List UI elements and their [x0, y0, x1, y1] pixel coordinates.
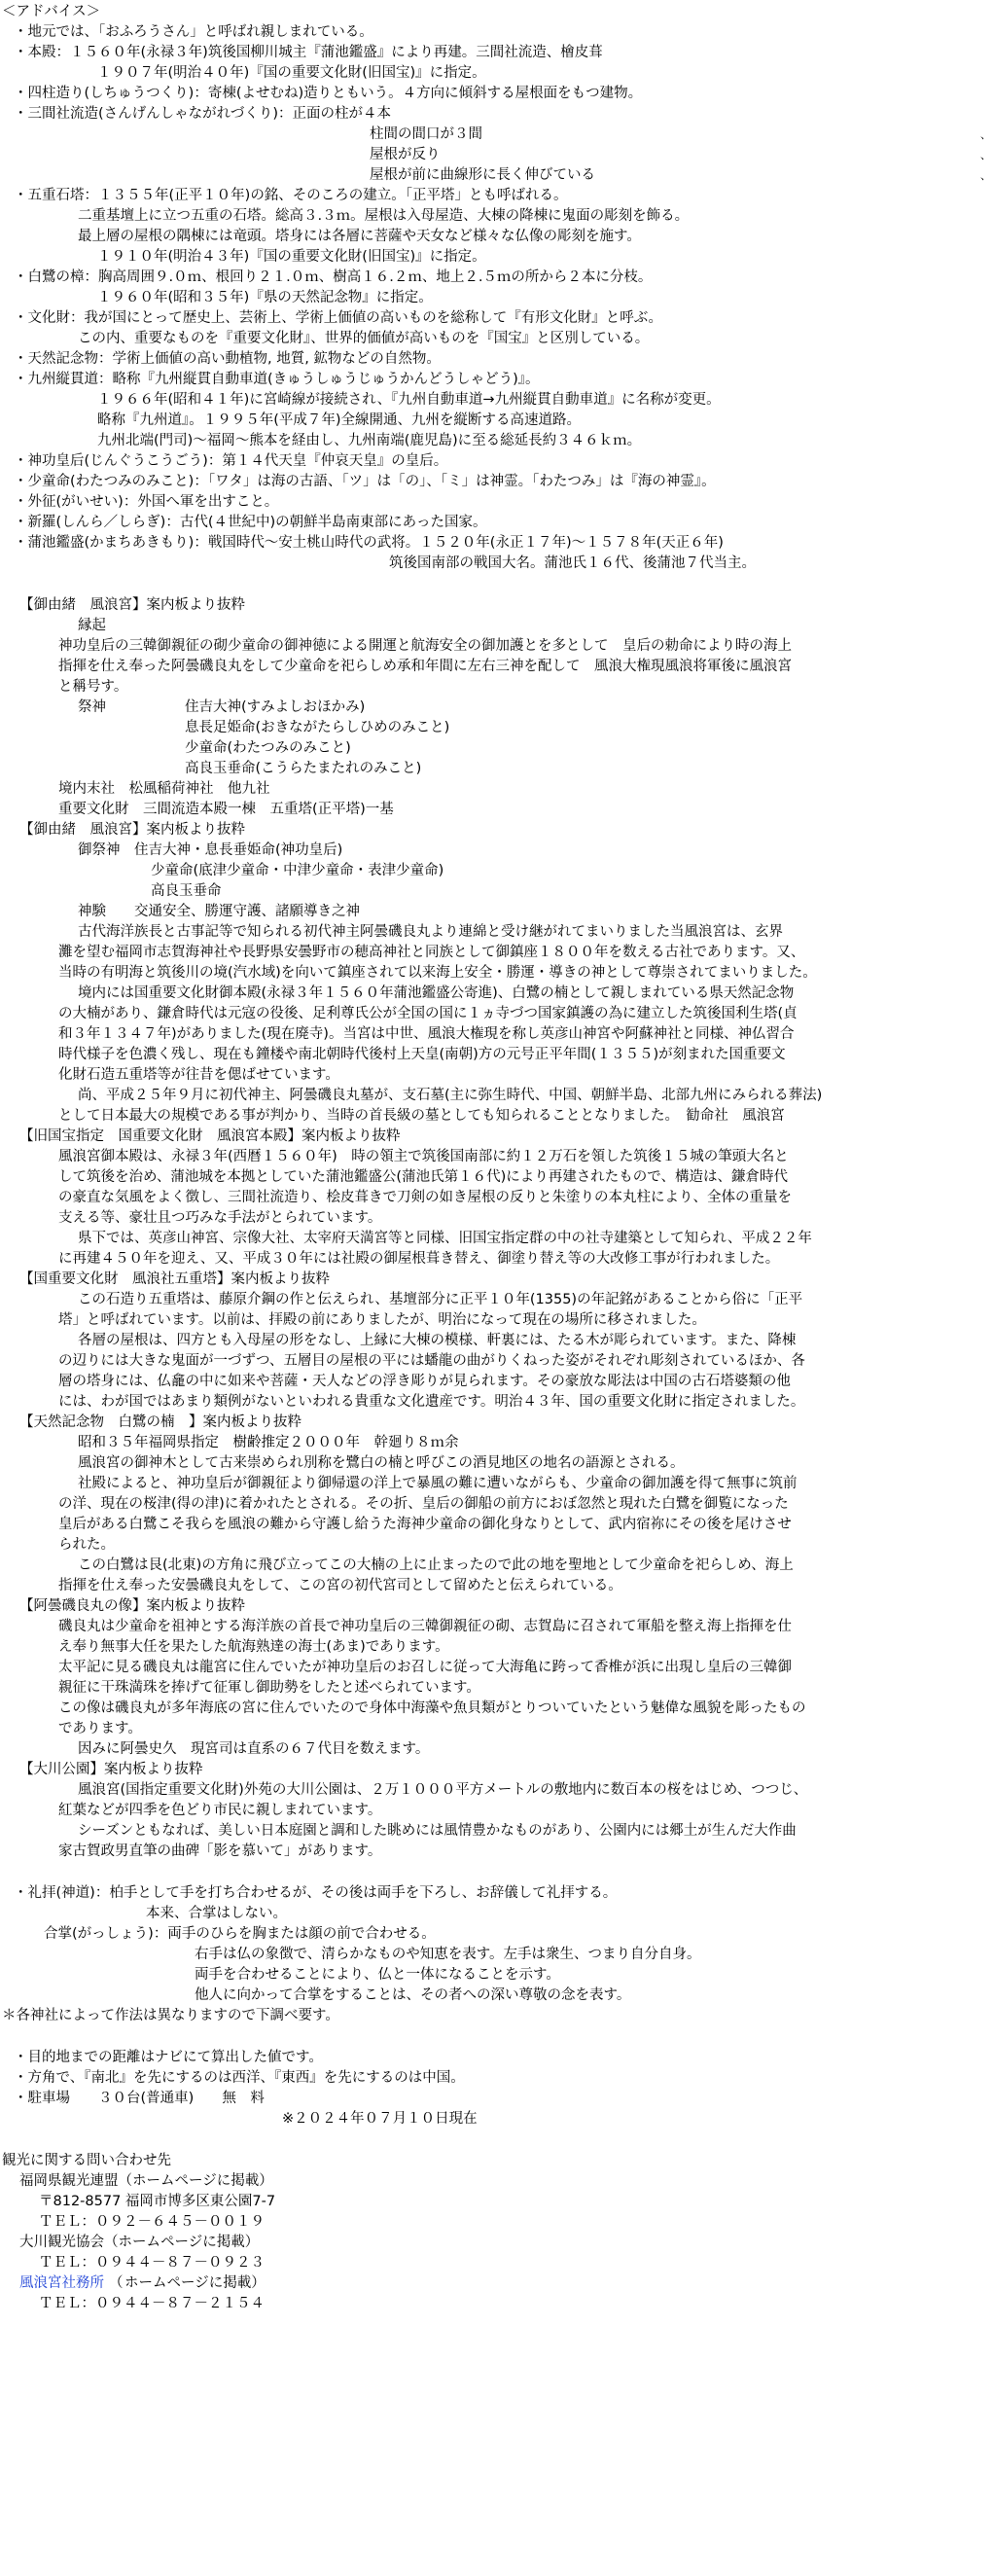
- text-line: シーズンともなれば、美しい日本庭園と調和した眺めには風情豊かなものがあり、公園内には郷土が生んだ大作曲: [78, 1823, 797, 1839]
- text-line: １９１０年(明治４３年)『国の重要文化財(旧国宝)』に指定。: [97, 249, 486, 265]
- margin-mark: 、: [980, 128, 991, 141]
- text-line: として日本最大の規模である事が判かり、当時の首長級の墓としても知られることとなりました。 勧命社 風浪宮: [58, 1108, 785, 1124]
- text-line: ＜アドバイス＞: [2, 4, 101, 19]
- text-line: には、わが国ではあまり類例がないといわれる貴重な文化遺産です。明治４３年、国の重要文化財に指定されました。: [58, 1394, 805, 1410]
- text-line: ・目的地までの距離はナビにて算出した値です。: [14, 2050, 323, 2065]
- text-line: 各層の屋根は、四方とも入母屋の形をなし、上縁に大棟の模様、軒裏には、たる木が彫られています。また、降棟: [78, 1333, 797, 1348]
- text-line: 境内末社 松風稲荷神社 他九社: [58, 781, 270, 797]
- text-line: 指揮を仕え奉った安曇磯良丸をして、この宮の初代宮司として留めたと伝えられている。: [58, 1578, 622, 1593]
- text-line: に再建４５０年を迎え、又、平成３０年には社殿の御屋根葺き替え、御塗り替え等の大改修工事が行われました。: [58, 1251, 780, 1267]
- text-line: ＴＥＬ：０９２－６４５－００１９: [39, 2214, 265, 2230]
- text-line: ・礼拝(神道)：柏手として手を打ち合わせるが、その後は両手を下ろし、お辞儀して礼拝する。: [14, 1885, 618, 1901]
- text-line: 灘を望む福岡市志賀海神社や長野県安曇野市の穂高神社と同族として御鎮座１８００年を数える古社であります。又、: [58, 945, 805, 960]
- text-line: 風浪宮(国指定重要文化財)外苑の大川公園は、２万１０００平方メートルの敷地内に数百本の桜をはじめ、つつじ、: [78, 1782, 808, 1798]
- text-line: 屋根が反り: [370, 147, 441, 162]
- text-line: 本来、合掌はしない。: [146, 1906, 287, 1921]
- text-line: られた。: [58, 1537, 115, 1553]
- text-line: 化財石造五重塔等が往昔を偲ばせています。: [58, 1067, 339, 1083]
- text-line: ・地元では、「おふろうさん」と呼ばれ親しまれている。: [14, 24, 373, 40]
- text-line: この白鷺は艮(北東)の方角に飛び立ってこの大楠の上に止まったので此の地を聖地として少童命を祀らしめ、海上: [78, 1557, 794, 1573]
- text-line: 御祭神 住吉大神・息長垂姫命(神功皇后): [78, 842, 343, 858]
- text-line: ホームページに掲載）: [124, 2275, 266, 2291]
- text-line: 皇后がある白鷺こそ我らを風浪の難から守護し給うた海神少童命の御化身なりとして、武内宿祢にその後を尾けさせ: [58, 1517, 792, 1532]
- text-line: ＴＥＬ：０９４４－８７－０９２３: [39, 2255, 265, 2271]
- text-line: 紅葉などが四季を色どり市民に親しまれています。: [58, 1803, 382, 1818]
- text-line: 時代様子を色濃く残し、現在も鐘楼や南北朝時代後村上天皇(南朝)方の元号正平年間(１３５５)が刻まれた国重要文: [58, 1047, 786, 1062]
- text-line: ・九州縦貫道：略称『九州縦貫自動車道(きゅうしゅうじゅうかんどうしゃどう)』。: [14, 372, 540, 387]
- text-line: 【大川公園】案内板より抜粋: [19, 1762, 203, 1777]
- text-line: 神験 交通安全、勝運守護、諸願導き之神: [78, 904, 360, 919]
- text-line: え奉り無事大任を果たした航海熟達の海士(あま)であります。: [58, 1639, 449, 1655]
- text-line: 県下では、英彦山神宮、宗像大社、太宰府天満宮等と同様、旧国宝指定群の中の社寺建築として知られ、平成２２年: [78, 1231, 812, 1246]
- text-line: ・五重石塔：１３５５年(正平１０年)の銘、そのころの建立。「正平塔」とも呼ばれる。: [14, 188, 568, 203]
- text-line: 神功皇后の三韓御親征の砌少童命の御神徳による開運と航海安全の御加護とを多として 皇后の勅命により時の海上: [58, 638, 792, 654]
- text-line: 太平記に見る磯良丸は龍宮に住んでいたが神功皇后のお召しに従って大海亀に跨って香椎が浜に出現し皇后の三韓御: [58, 1660, 792, 1675]
- text-line: の洋、現在の桜津(得の津)に着かれたとされる。その折、皇后の御船の前方におぼ忽然と現れた白鷺を御覧になった: [58, 1496, 789, 1512]
- text-line: ・三間社流造(さんげんしゃながれづくり)：正面の柱が４本: [14, 106, 392, 122]
- text-line: 屋根が前に曲線形に長く伸びている: [370, 167, 595, 183]
- text-line: 筑後国南部の戦国大名。蒲池氏１６代、後蒲池７代当主。: [389, 555, 756, 571]
- text-line: 重要文化財 三間流造本殿一棟 五重塔(正平塔)一基: [58, 802, 394, 817]
- text-line: 層の塔身には、仏龕の中に如来や菩薩・天人などの浮き彫りが見られます。その豪放な彫法は中国の古石塔婆類の他: [58, 1374, 791, 1389]
- text-line: １９６０年(昭和３５年)『県の天然記念物』に指定。: [97, 290, 433, 305]
- text-line: 縁起: [78, 618, 106, 633]
- text-line: 境内には国重要文化財御本殿(永禄３年１５６０年蒲池鑑盛公寄進)、白鷺の楠として親しまれている県天然記念物: [78, 985, 795, 1001]
- text-line: 家古賀政男直筆の曲碑「影を慕いて」があります。: [58, 1843, 382, 1859]
- text-line: 社殿によると、神功皇后が御親征より御帰還の洋上で暴風の難に遭いながらも、少童命の御加護を得て無事に筑前: [78, 1476, 798, 1491]
- text-line: ・方角で、『南北』を先にするのは西洋、『東西』を先にするのは中国。: [14, 2070, 465, 2086]
- text-line: 磯良丸は少童命を祖神とする海洋族の首長で神功皇后の三韓御親征の砌、志賀島に召されて軍船を整え海上指揮を仕: [58, 1619, 792, 1634]
- text-line: この内、重要なものを『重要文化財』、世界的価値が高いものを『国宝』と区別している。: [78, 331, 650, 346]
- text-line: 風浪宮御本殿は、永禄３年(西暦１５６０年) 時の領主で筑後国南部に約１２万石を領した筑後１５城の筆頭大名と: [58, 1149, 789, 1164]
- text-line: 和３年１３４７年)がありました(現在廃寺)。当宮は中世、風浪大権現を称し英彦山神宮や阿蘇神社と同様、神仏習合: [58, 1026, 795, 1042]
- text-line: 大川観光協会（ホームページに掲載）: [19, 2235, 260, 2250]
- text-line: ・新羅(しんら／しらぎ)：古代(４世紀中)の朝鮮半島南東部にあった国家。: [14, 515, 487, 530]
- text-line: 【旧国宝指定 国重要文化財 風浪宮本殿】案内板より抜粋: [19, 1128, 401, 1144]
- text-line: ＴＥＬ：０９４４－８７－２１５４: [39, 2296, 265, 2311]
- text-line: ・文化財：我が国にとって歴史上、芸術上、学術上価値の高いものを総称して『有形文化財』と呼ぶ。: [14, 310, 662, 326]
- text-line: 観光に関する問い合わせ先: [2, 2153, 171, 2168]
- text-line: ・白鷺の樟：胸高周囲９.０ｍ、根回り２１.０ｍ、樹高１６.２ｍ、地上２.５ｍの所から２本に分枝。: [14, 269, 653, 285]
- shrine-office-link[interactable]: 風浪宮社務所: [19, 2275, 104, 2291]
- text-line: ＊各神社によって作法は異なりますので下調べ要す。: [2, 2008, 339, 2023]
- text-line: 当時の有明海と筑後川の境(汽水域)を向いて鎮座されて以来海上安全・勝運・導きの神として尊崇されてまいりました。: [58, 965, 817, 981]
- text-line: ※２０２４年０７月１０日現在: [282, 2111, 478, 2127]
- text-line: と稱号す。: [58, 679, 128, 695]
- text-line: 指揮を仕え奉った阿曇磯良丸をして少童命を祀らしめ承和年間に左右三神を配して 風浪大権現風浪将軍後に風浪宮: [58, 659, 792, 674]
- text-line: 【阿曇磯良丸の像】案内板より抜粋: [19, 1598, 245, 1614]
- text-line: 右手は仏の象徴で、清らかなものや知恵を表す。左手は衆生、つまり自分自身。: [195, 1947, 701, 1962]
- text-line: 九州北端(門司)～福岡～熊本を経由し、九州南端(鹿児島)に至る総延長約３４６ｋｍ。: [97, 433, 642, 448]
- text-line: の辺りには大きな鬼面が一づずつ、五層目の屋根の平には蟠龍の曲がりくねった姿がそれぞれ彫刻されているほか、各: [58, 1353, 805, 1369]
- text-line: 昭和３５年福岡県指定 樹齢推定２０００年 幹廻り８ｍ余: [78, 1435, 459, 1450]
- text-line: ・天然記念物：学術上価値の高い動植物, 地質, 鉱物などの自然物。: [14, 351, 441, 367]
- text-line: 尚、平成２５年９月に初代神主、阿曇磯良丸墓が、支石墓(主に弥生時代、中国、朝鮮半島、北部九州にみられる葬法): [78, 1088, 823, 1103]
- text-line: 他人に向かって合掌をすることは、その者への深い尊敬の念を表す。: [195, 1987, 631, 2003]
- text-line: 古代海洋族長と古事記等で知られる初代神主阿曇磯良丸より連綿と受け継がれてまいりました当風浪宮は、玄界: [78, 924, 783, 940]
- text-line: この石造り五重塔は、藤原介鋼の作と伝えられ、基壇部分に正平１０年(1355)の年記銘があることから俗に「正平: [78, 1292, 803, 1307]
- text-line: １９０７年(明治４０年)『国の重要文化財(旧国宝)』に指定。: [97, 65, 486, 81]
- text-line: 高良玉垂命: [151, 883, 222, 899]
- text-line: ・本殿：１５６０年(永禄３年)筑後国柳川城主『蒲池鑑盛』により再建。三間社流造、檜皮葺: [14, 45, 603, 60]
- text-line: の豪直な気風をよく徴し、三間社流造り、桧皮葺きで刀剣の如き屋根の反りと朱塗りの本丸柱により、全体の重量を: [58, 1190, 792, 1205]
- text-line: ・少童命(わたつみのみこと)：「ワタ」は海の古語、「ツ」は「の」、「ミ」は神霊。「わたつみ」は『海の神霊』。: [14, 474, 716, 489]
- text-line: 少童命(わたつみのみこと): [185, 740, 351, 756]
- text-line: 住吉大神(すみよしおほかみ): [185, 699, 366, 715]
- text-line: 高良玉垂命(こうらたまたれのみこと): [185, 761, 422, 776]
- text-line: 【御由緒 風浪宮】案内板より抜粋: [19, 597, 245, 613]
- text-line: 塔」と呼ばれています。以前は、拝殿の前にありましたが、明治になって現在の場所に移されました。: [58, 1312, 706, 1328]
- text-line: 息長足姫命(おきながたらしひめのみこと): [185, 720, 450, 735]
- text-line: ・神功皇后(じんぐうこうごう)：第１４代天皇『仲哀天皇』の皇后。: [14, 453, 448, 469]
- text-line: ・駐車場 ３０台(普通車) 無 料: [14, 2091, 265, 2106]
- margin-mark: 、: [980, 149, 991, 161]
- text-line: 〒812-8577 福岡市博多区東公園7-7: [39, 2194, 276, 2209]
- text-line: であります。: [58, 1721, 142, 1736]
- text-line: （: [109, 2275, 124, 2291]
- text-line: ・四柱造り(しちゅうつくり)：寄棟(よせむね)造りともいう。４方向に傾斜する屋根面をもつ建物。: [14, 86, 643, 101]
- text-line: １９６６年(昭和４１年)に宮崎線が接続され、『九州自動車道→九州縦貫自動車道』に名称が変更。: [97, 392, 721, 408]
- text-line: 祭神: [78, 699, 106, 715]
- text-line: 福岡県観光連盟（ホームページに掲載）: [19, 2173, 273, 2189]
- text-line: 支える等、豪壮且つ巧みな手法がとられています。: [58, 1210, 382, 1226]
- text-line: 【天然記念物 白鷺の楠 】案内板より抜粋: [19, 1414, 301, 1430]
- text-line: 因みに阿曇史久 現宮司は直系の６７代目を数えます。: [78, 1741, 430, 1757]
- text-line: 両手を合わせることにより、仏と一体になることを示す。: [195, 1967, 560, 1983]
- text-line: この像は磯良丸が多年海底の宮に住んでいたので身体中海藻や魚貝類がとりついていたという魅偉な風貌を彫ったもの: [58, 1700, 806, 1716]
- text-line: ・外征(がいせい)：外国へ軍を出すこと。: [14, 494, 279, 510]
- text-line: 【御由緒 風浪宮】案内板より抜粋: [19, 822, 245, 838]
- text-line: 風浪宮の御神木として古来崇められ別称を鷺白の楠と呼びこの酒見地区の地名の語源とされる。: [78, 1455, 685, 1471]
- text-line: 親征に干珠満珠を捧げて征軍し御助勢をしたと述べられています。: [58, 1680, 480, 1696]
- text-line: して筑後を治め、蒲池城を本拠としていた蒲池鑑盛公(蒲池氏第１６代)により再建されたもので、構造は、鎌倉時代: [58, 1169, 788, 1185]
- margin-mark: 、: [980, 169, 991, 182]
- text-line: 合掌(がっしょう)：両手のひらを胸または顔の前で合わせる。: [44, 1926, 436, 1942]
- text-line: 最上層の屋根の隅棟には竜頭。塔身には各層に菩薩や天女など様々な仏像の彫刻を施す。: [78, 229, 641, 244]
- text-line: の大楠があり、鎌倉時代は元寇の役後、足利尊氏公が全国の国に１ヵ寺づつ国家鎮護の為に建立した筑後国利生塔(貞: [58, 1006, 798, 1021]
- text-line: 【国重要文化財 風浪社五重塔】案内板より抜粋: [19, 1271, 330, 1287]
- text-line: 柱間の間口が３間: [370, 126, 482, 142]
- text-line: 少童命(底津少童命・中津少童命・表津少童命): [151, 863, 444, 878]
- text-line: 二重基壇上に立つ五重の石塔。総高３.３ｍ。屋根は入母屋造、大棟の降棟に鬼面の彫刻を飾る。: [78, 208, 690, 224]
- text-line: ・蒲池鑑盛(かまちあきもり)：戦国時代～安土桃山時代の武将。１５２０年(永正１７年)～１５７８年(天正６年): [14, 535, 724, 551]
- text-line: 略称『九州道』。１９９５年(平成７年)全線開通、九州を縦断する高速道路。: [97, 412, 582, 428]
